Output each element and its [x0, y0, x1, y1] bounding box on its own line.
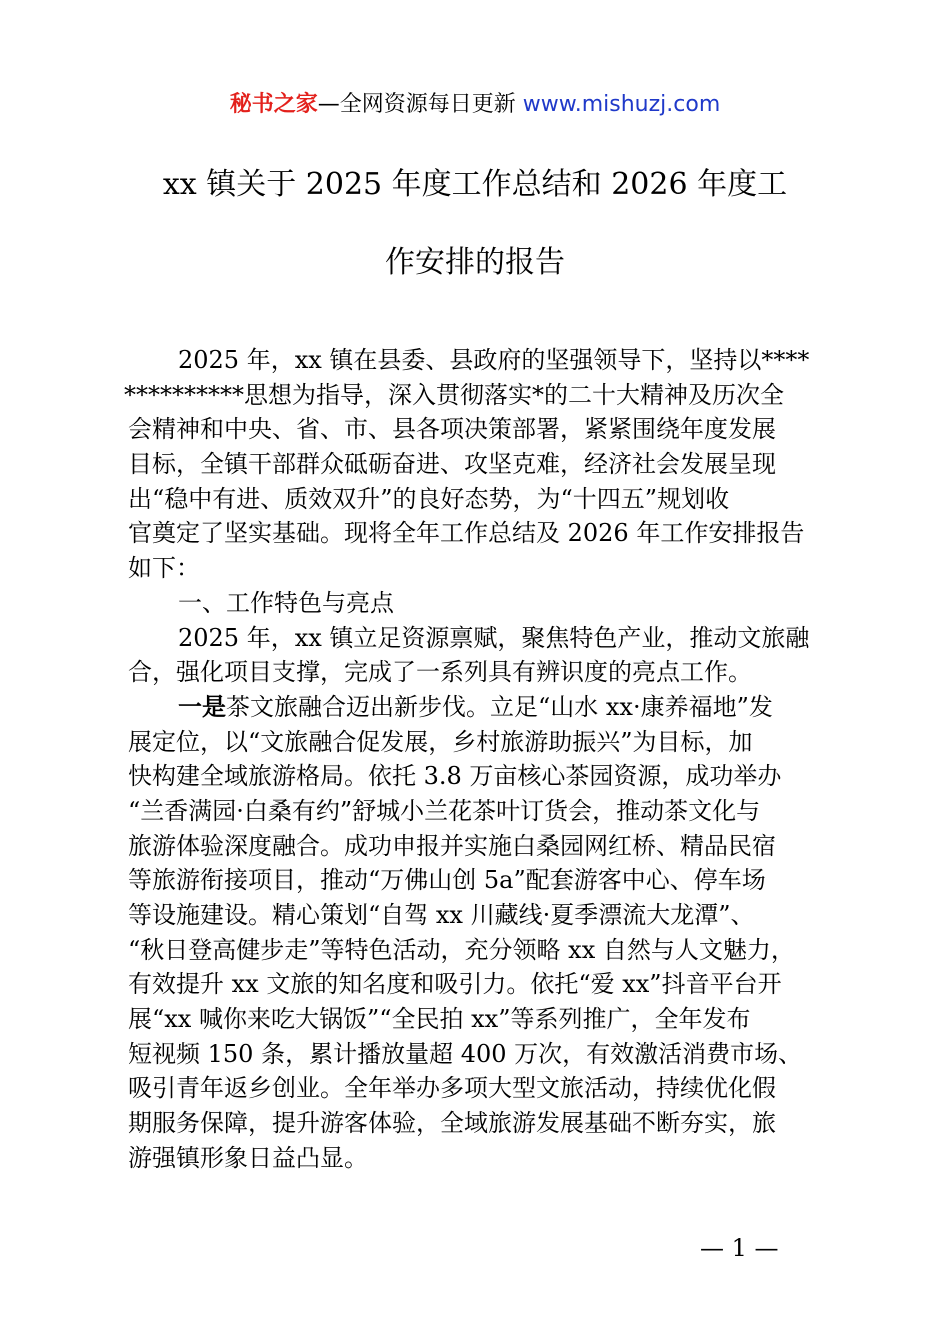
document-title [100, 158, 850, 290]
site-header [0, 88, 950, 122]
body-line: 旅游体验深度融合。成功申报并实施白桑园网红桥、精品民宿 [128, 831, 776, 860]
body-line: 快构建全域旅游格局。依托 3.8 万亩核心茶园资源，成功举办 [128, 762, 782, 791]
body-line: **********思想为指导，深入贯彻落实*的二十大精神及历次全 [124, 380, 784, 409]
body-line: 等设施建设。精心策划“自驾 xx 川藏线·夏季漂流大龙潭”、 [128, 901, 755, 929]
body-line: 有效提升 xx 文旅的知名度和吸引力。依托“爱 xx”抖音平台开 [128, 970, 782, 999]
body-line: 短视频 150 条，累计播放量超 400 万次，有效激活消费市场、 [128, 1039, 803, 1068]
body-line: 展定位，以“文旅融合促发展，乡村旅游助振兴”为目标，加 [128, 727, 753, 756]
header-url-link[interactable]: www.mishuzj.com [522, 92, 721, 117]
body-line: 合，强化项目支撑，完成了一系列具有辨识度的亮点工作。 [128, 658, 752, 687]
point-first-line [128, 690, 828, 725]
body-line: 2025 年，xx 镇立足资源禀赋，聚焦特色产业，推动文旅融 [178, 623, 810, 652]
title-line-1: xx 镇关于 2025 年度工作总结和 2026 年度工 [162, 167, 788, 202]
body-line: 如下： [128, 554, 200, 583]
body-line: 2025 年，xx 镇在县委、县政府的坚强领导下，坚持以**** [178, 346, 810, 374]
body-line: 目标，全镇干部群众砥砺奋进、攻坚克难，经济社会发展呈现 [128, 450, 776, 479]
header-separator: — [317, 92, 340, 117]
section-heading: 一、工作特色与亮点 [178, 588, 394, 617]
body-line: 出“稳中有进、质效双升”的良好态势，为“十四五”规划收 [128, 484, 730, 513]
header-tagline: 全网资源每日更新 [339, 92, 523, 117]
body-line: 等旅游衔接项目，推动“万佛山创 5a”配套游客中心、停车场 [128, 866, 766, 895]
title-line-2: 作安排的报告 [385, 245, 565, 280]
point-label: 一是 [178, 691, 226, 721]
body-line: “秋日登高健步走”等特色活动，充分领略 xx 自然与人文魅力， [128, 935, 795, 964]
body-line: “兰香满园·白桑有约”舒城小兰花茶叶订货会，推动茶文化与 [128, 796, 761, 825]
body-line: 会精神和中央、省、市、县各项决策部署，紧紧围绕年度发展 [128, 415, 776, 444]
body-line: 游强镇形象日益凸显。 [128, 1143, 368, 1172]
body-line: 吸引青年返乡创业。全年举办多项大型文旅活动，持续优化假 [128, 1074, 776, 1103]
header-brand: 秘书之家 [229, 92, 318, 117]
body-line: 展“xx 喊你来吃大锅饭”“全民拍 xx”等系列推广，全年发布 [128, 1005, 751, 1034]
page-number: — 1 — [700, 1234, 779, 1262]
point-first-text: 茶文旅融合迈出新步伐。立足“山水 xx·康养福地”发 [226, 692, 773, 721]
body-line: 期服务保障，提升游客体验，全域旅游发展基础不断夯实，旅 [128, 1109, 776, 1138]
document-body [124, 343, 828, 1176]
body-line: 官奠定了坚实基础。现将全年工作总结及 2026 年工作安排报告 [128, 519, 805, 548]
